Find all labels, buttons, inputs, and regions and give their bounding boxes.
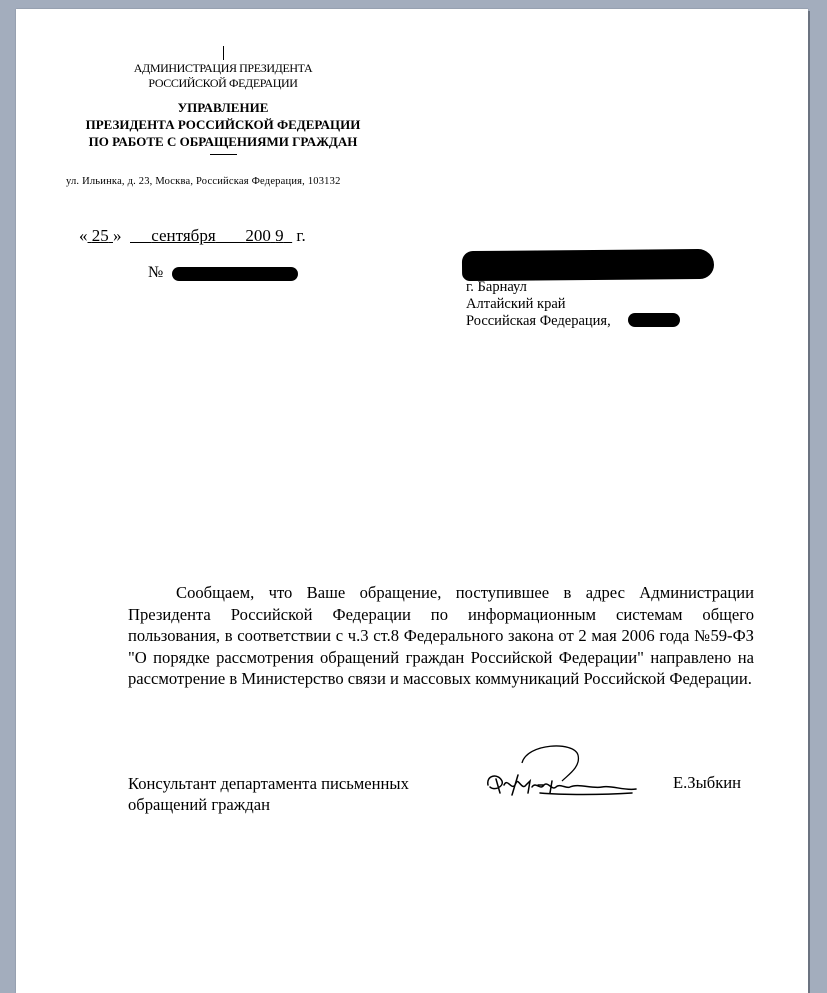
document-page xyxy=(16,9,808,993)
date-year-mark: г. xyxy=(296,226,306,245)
date-close-quote: » xyxy=(113,226,122,245)
department-line-2: ПРЕЗИДЕНТА РОССИЙСКОЙ ФЕДЕРАЦИИ xyxy=(85,117,361,132)
date-month: сентября 200 xyxy=(151,226,271,245)
signatory-name: Е.Зыбкин xyxy=(673,773,742,792)
recipient-city: г. Барнаул xyxy=(466,279,527,295)
signatory-title-line-1: Консультант департамента письменных xyxy=(128,774,409,793)
sender-address: ул. Ильинка, д. 23, Москва, Российская Федерация, 103132 xyxy=(66,176,341,187)
letter-date xyxy=(79,226,306,246)
signatory-title xyxy=(128,773,409,815)
redacted-recipient-name xyxy=(462,249,714,281)
redacted-postal-code xyxy=(628,313,680,327)
date-year: 9 xyxy=(275,226,284,245)
admin-line-1: АДМИНИСТРАЦИЯ ПРЕЗИДЕНТА xyxy=(133,61,313,75)
letter-body: Сообщаем, что Ваше обращение, поступившее в адрес Администрации Президента Российской Федерации по информационным системам общего пользования, в соответствии с ч.3 ст.8 Федерального закона от 2 мая 2006 года №59-ФЗ "О порядке рассмотрения обращений граждан Российской Федерации" направлено на рассмотрение в Министерство связи и массовых коммуникаций Российской Федерации. xyxy=(128,583,754,689)
recipient-region: Алтайский край xyxy=(466,296,566,312)
header-rule xyxy=(210,154,237,155)
admin-line-2: РОССИЙСКОЙ ФЕДЕРАЦИИ xyxy=(148,76,298,90)
date-day: 25 xyxy=(91,226,109,245)
date-open-quote: « xyxy=(79,226,88,245)
handwritten-signature xyxy=(482,741,642,801)
recipient-country: Российская Федерация, xyxy=(466,313,611,329)
department-line-1: УПРАВЛЕНИЕ xyxy=(177,100,269,115)
signatory-title-line-2: обращений граждан xyxy=(128,795,270,814)
department-line-3: ПО РАБОТЕ С ОБРАЩЕНИЯМИ ГРАЖДАН xyxy=(88,134,358,149)
text-cursor xyxy=(223,46,224,60)
redacted-outgoing-number xyxy=(172,267,298,281)
outgoing-number-label: № xyxy=(148,264,164,281)
